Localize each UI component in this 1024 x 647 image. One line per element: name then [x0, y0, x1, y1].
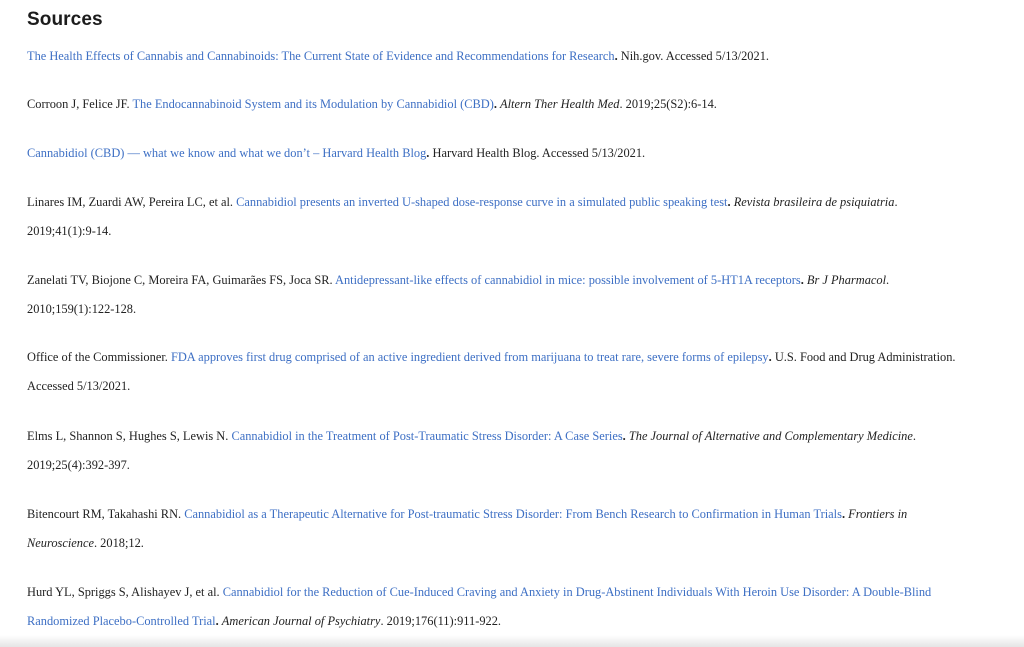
source-separator: . [426, 146, 433, 160]
source-link[interactable]: Cannabidiol in the Treatment of Post-Traumatic Stress Disorder: A Case Series [231, 429, 623, 443]
source-journal: Altern Ther Health Med [500, 97, 620, 111]
source-item [27, 422, 962, 480]
source-link[interactable]: Antidepressant-like effects of cannabidiol in mice: possible involvement of 5-HT1A receptors [335, 273, 801, 287]
source-details: . 2010;159(1):122-128. [27, 273, 890, 316]
source-link[interactable]: Cannabidiol (CBD) — what we know and what we don’t – Harvard Health Blog [27, 146, 427, 160]
source-details: Harvard Health Blog. Accessed 5/13/2021. [432, 146, 646, 160]
source-item [27, 42, 962, 71]
source-item [27, 266, 962, 324]
source-item [27, 139, 962, 168]
source-separator: . [727, 195, 734, 209]
source-authors: Office of the Commissioner. [27, 350, 171, 364]
source-authors: Bitencourt RM, Takahashi RN. [27, 507, 185, 521]
source-journal: Revista brasileira de psiquiatria [733, 195, 895, 209]
source-details: U.S. Food and Drug Administration. Accessed 5/13/2021. [27, 350, 956, 393]
source-separator: . [622, 429, 629, 443]
source-item [27, 500, 962, 558]
source-authors: Corroon J, Felice JF. [27, 97, 133, 111]
source-separator: . [215, 614, 222, 628]
source-authors: Zanelati TV, Biojone C, Moreira FA, Guimarães FS, Joca SR. [27, 273, 336, 287]
source-authors: Elms L, Shannon S, Hughes S, Lewis N. [27, 429, 232, 443]
source-item [27, 90, 962, 119]
source-details: . 2019;176(11):911-922. [380, 614, 502, 628]
source-link[interactable]: The Endocannabinoid System and its Modulation by Cannabidiol (CBD) [132, 97, 494, 111]
source-details: Nih.gov. Accessed 5/13/2021. [620, 49, 769, 63]
source-journal: Frontiers in Neuroscience [27, 507, 908, 550]
source-link[interactable]: Cannabidiol presents an inverted U-shaped dose-response curve in a simulated public speaking test [236, 195, 728, 209]
source-item [27, 343, 962, 401]
bottom-scroll-shadow [0, 635, 1024, 647]
source-separator: . [614, 49, 621, 63]
source-item [27, 578, 962, 636]
source-details: . 2019;41(1):9-14. [27, 195, 898, 238]
source-separator: . [768, 350, 775, 364]
source-journal: American Journal of Psychiatry [221, 614, 381, 628]
source-journal: Br J Pharmacol [806, 273, 887, 287]
source-link[interactable]: FDA approves first drug comprised of an active ingredient derived from marijuana to treat rare, severe forms of epilepsy [170, 350, 769, 364]
source-link[interactable]: Cannabidiol for the Reduction of Cue-Induced Craving and Anxiety in Drug-Abstinent Individuals With Heroin Use Disorder: A Double-Blind Randomized Placebo-Controlled Trial [27, 585, 932, 628]
source-details: . 2018;12. [93, 536, 144, 550]
source-details: . 2019;25(4):392-397. [27, 429, 916, 472]
source-authors: Linares IM, Zuardi AW, Pereira LC, et al. [27, 195, 237, 209]
source-separator: . [493, 97, 501, 111]
source-item [27, 188, 962, 246]
source-authors: Hurd YL, Spriggs S, Alishayev J, et al. [27, 585, 223, 599]
source-link[interactable]: Cannabidiol as a Therapeutic Alternative for Post-traumatic Stress Disorder: From Bench Research to Confirmation in Human Trials [184, 507, 842, 521]
source-journal: The Journal of Alternative and Complementary Medicine [628, 429, 913, 443]
source-details: . 2019;25(S2):6-14. [619, 97, 717, 111]
source-link[interactable]: The Health Effects of Cannabis and Cannabinoids: The Current State of Evidence and Recommendations for Research [27, 49, 615, 63]
source-separator: . [800, 273, 807, 287]
source-separator: . [841, 507, 849, 521]
sources-heading: Sources [27, 9, 103, 30]
